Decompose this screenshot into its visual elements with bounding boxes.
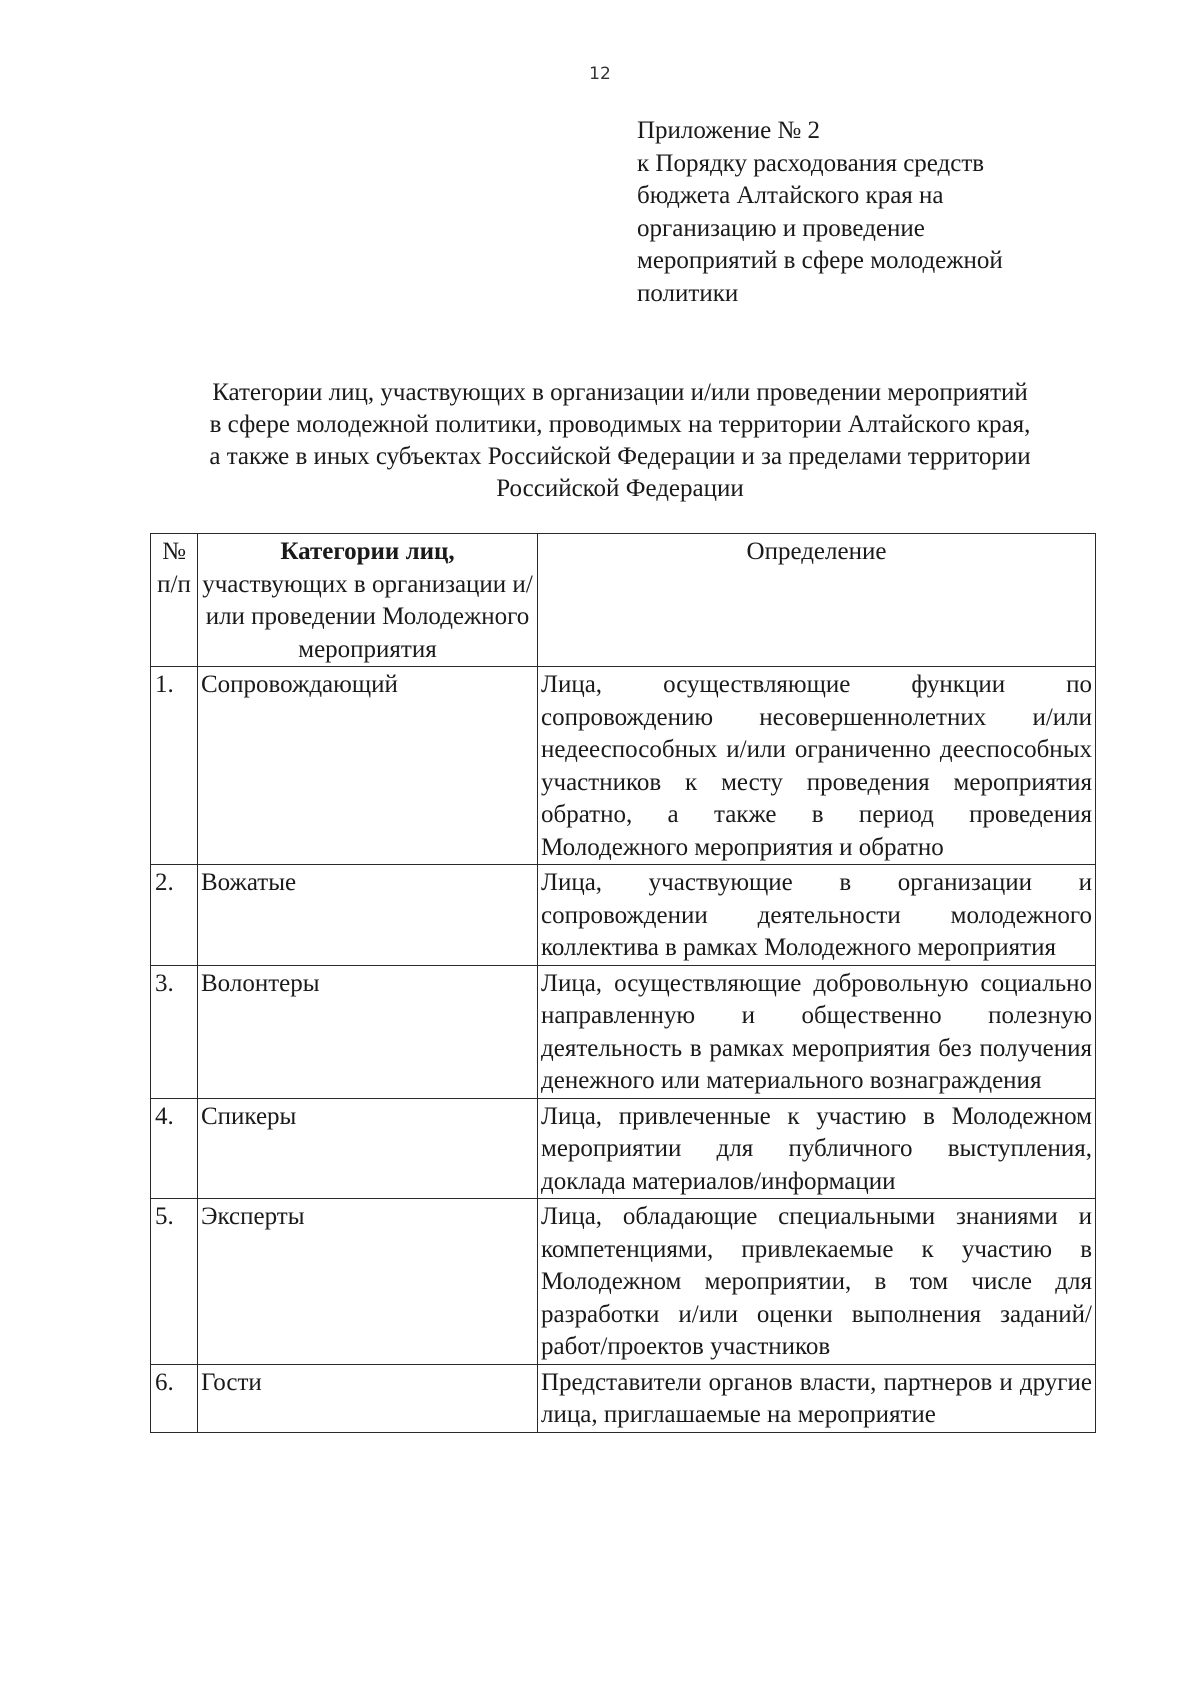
title-line: Российской Федерации (496, 475, 744, 502)
table-row (151, 865, 1096, 966)
header-definition: Определение (538, 534, 1096, 667)
appendix-line: политики (637, 279, 739, 307)
appendix-block (637, 115, 1107, 310)
row-number: 6. (151, 1364, 198, 1432)
table-row (151, 667, 1096, 865)
page-number: 12 (589, 64, 611, 84)
header-category (198, 534, 538, 667)
row-category: Спикеры (198, 1098, 538, 1199)
row-category: Эксперты (198, 1199, 538, 1365)
appendix-line: мероприятий в сфере молодежной (637, 247, 1003, 274)
row-definition: Лица, участвующие в организации и сопровождении деятельности молодежного коллектива в рамках Молодежного мероприятия (538, 865, 1096, 966)
table-row (151, 1098, 1096, 1199)
header-category-rest: участвующих в организации и/или проведении Молодежного мероприятия (202, 570, 533, 663)
table-row (151, 965, 1096, 1098)
row-number: 5. (151, 1199, 198, 1365)
row-category: Сопровождающий (198, 667, 538, 865)
categories-table (150, 533, 1096, 1433)
row-definition: Лица, осуществляющие функции по сопровождению несовершеннолетних и/или недееспособных и/или ограниченно дееспособных участников к месту проведения мероприятия обратно, а также в период проведения Молодежного мероприятия и обратно (538, 667, 1096, 865)
row-category: Волонтеры (198, 965, 538, 1098)
document-title (140, 377, 1100, 505)
table-row (151, 1364, 1096, 1432)
row-definition: Лица, привлеченные к участию в Молодежном мероприятии для публичного выступления, доклада материалов/информации (538, 1098, 1096, 1199)
appendix-line: организацию и проведение (637, 214, 925, 242)
appendix-line: к Порядку расходования средств (637, 149, 985, 177)
header-number: № п/п (151, 534, 198, 667)
row-number: 2. (151, 865, 198, 966)
row-category: Гости (198, 1364, 538, 1432)
row-definition: Лица, осуществляющие добровольную социально направленную и общественно полезную деятельность в рамках мероприятия без получения денежного или материального вознаграждения (538, 965, 1096, 1098)
title-line: а также в иных субъектах Российской Федерации и за пределами территории (209, 443, 1031, 470)
appendix-line: Приложение № 2 (637, 117, 821, 144)
row-number: 1. (151, 667, 198, 865)
title-line: в сфере молодежной политики, проводимых на территории Алтайского края, (209, 411, 1031, 438)
table-row (151, 1199, 1096, 1365)
row-definition: Лица, обладающие специальными знаниями и компетенциями, привлекаемые к участию в Молодежном мероприятии, в том числе для разработки и/или оценки выполнения заданий/работ/проектов участников (538, 1199, 1096, 1365)
table-header-row (151, 534, 1096, 667)
row-number: 4. (151, 1098, 198, 1199)
row-definition: Представители органов власти, партнеров и другие лица, приглашаемые на мероприятие (538, 1364, 1096, 1432)
row-category: Вожатые (198, 865, 538, 966)
appendix-line: бюджета Алтайского края на (637, 182, 944, 209)
row-number: 3. (151, 965, 198, 1098)
header-category-bold: Категории лиц, (280, 538, 455, 565)
title-line: Категории лиц, участвующих в организации и/или проведении мероприятий (212, 379, 1028, 406)
